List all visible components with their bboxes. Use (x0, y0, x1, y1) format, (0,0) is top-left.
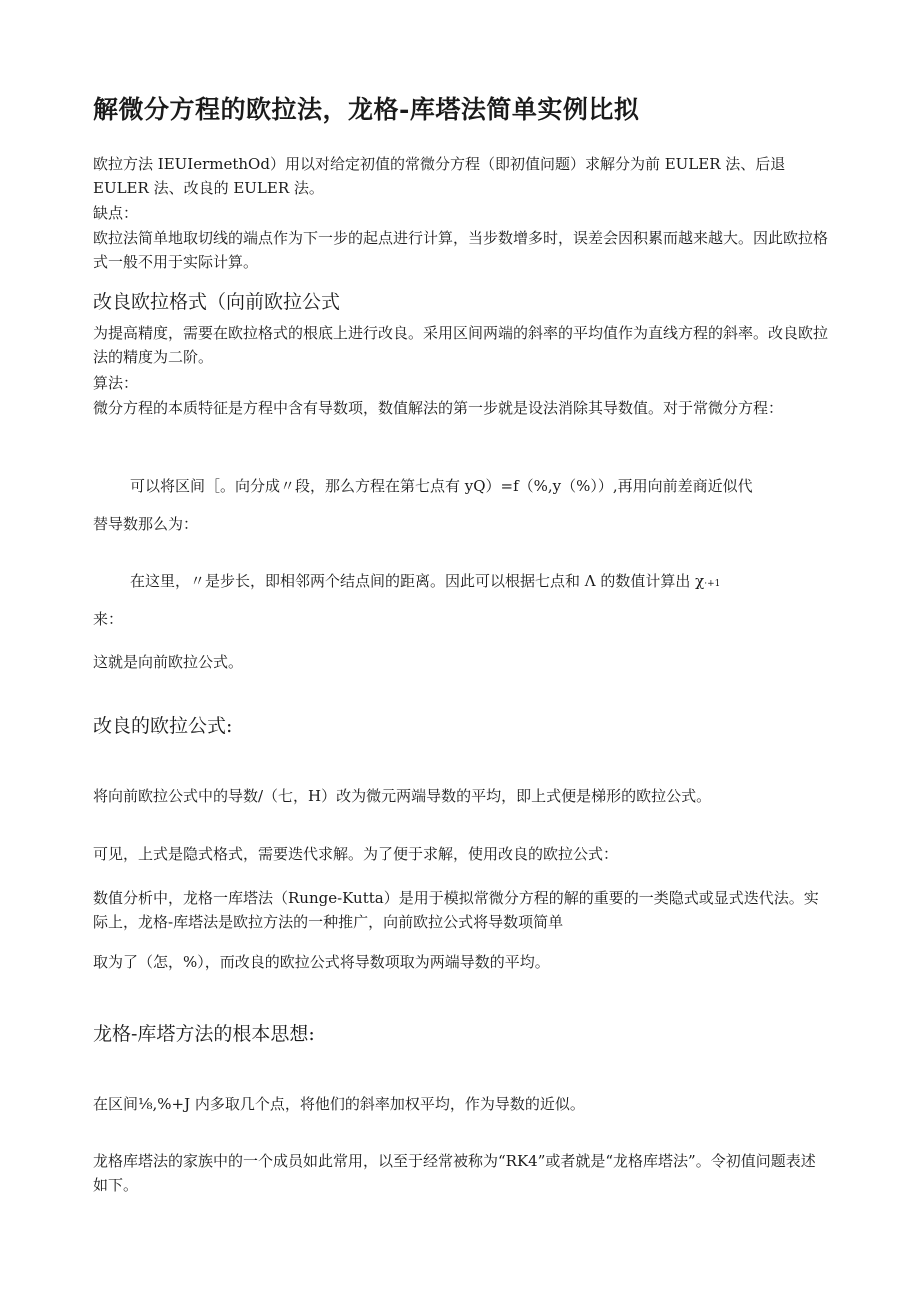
improve-paragraph: 为提高精度，需要在欧拉格式的根底上进行改良。采用区间两端的斜率的平均值作为直线方程的斜率。改良欧拉法的精度为二阶。 (93, 324, 829, 366)
trapezoid-paragraph: 将向前欧拉公式中的导数/（七，H）改为微元两端导数的平均，即上式便是梯形的欧拉公式。 (93, 787, 712, 805)
forward-conclusion: 这就是向前欧拉公式。 (93, 653, 244, 671)
implicit-paragraph: 可见，上式是隐式格式，需要迭代求解。为了便于求解，使用改良的欧拉公式： (93, 845, 619, 863)
step-paragraph-cont: 来： (93, 610, 124, 628)
step-subscript: ·+1 (704, 579, 721, 589)
rk-intro-paragraph: 数值分析中，龙格一库塔法（Runge-Kutta）是用于模拟常微分方程的解的重要的一类隐式或显式迭代法。实际上，龙格-库塔法是欧拉方法的一种推广，向前欧拉公式将导数项简单 (93, 889, 819, 931)
step-text: 在这里，〃是步长，即相邻两个结点间的距离。因此可以根据七点和 Λ 的数值计算出 χ (130, 572, 705, 590)
interval-paragraph-cont: 替导数那么为： (93, 515, 199, 533)
shortcoming-paragraph: 欧拉法简单地取切线的端点作为下一步的起点进行计算，当步数增多时，误差会因积累而越来越大。因此欧拉格式一般不用于实际计算。 (93, 229, 829, 271)
algorithm-label: 算法： (93, 374, 139, 392)
rk4-paragraph: 龙格库塔法的家族中的一个成员如此常用，以至于经常被称为“RK4”或者就是“龙格库塔法”。令初值问题表述如下。 (93, 1152, 816, 1194)
heading-rk-idea: 龙格-库塔方法的根本思想: (93, 1023, 315, 1045)
page-title: 解微分方程的欧拉法，龙格-库塔法简单实例比拟 (93, 95, 640, 124)
intro-paragraph: 欧拉方法 IEUIermethOd）用以对给定初值的常微分方程（即初值问题）求解分为前 EULER 法、后退 EULER 法、改良的 EULER 法。 (93, 155, 786, 197)
rk-idea-paragraph: 在区间⅛,%+J 内多取几个点，将他们的斜率加权平均，作为导数的近似。 (93, 1095, 585, 1113)
heading-improved-euler: 改良的欧拉公式: (93, 715, 233, 737)
interval-paragraph: 可以将区间［。向分成〃段，那么方程在第七点有 yQ）=f（%,y（%））,再用向前差商近似代 (130, 477, 753, 495)
step-paragraph (93, 569, 829, 596)
heading-improved-forward: 改良欧拉格式（向前欧拉公式 (93, 291, 341, 313)
algorithm-paragraph: 微分方程的本质特征是方程中含有导数项，数值解法的第一步就是设法消除其导数值。对于常微分方程： (93, 399, 784, 417)
shortcoming-label: 缺点： (93, 204, 139, 222)
rk-intro-paragraph-cont: 取为了（怎，%），而改良的欧拉公式将导数项取为两端导数的平均。 (93, 953, 550, 971)
